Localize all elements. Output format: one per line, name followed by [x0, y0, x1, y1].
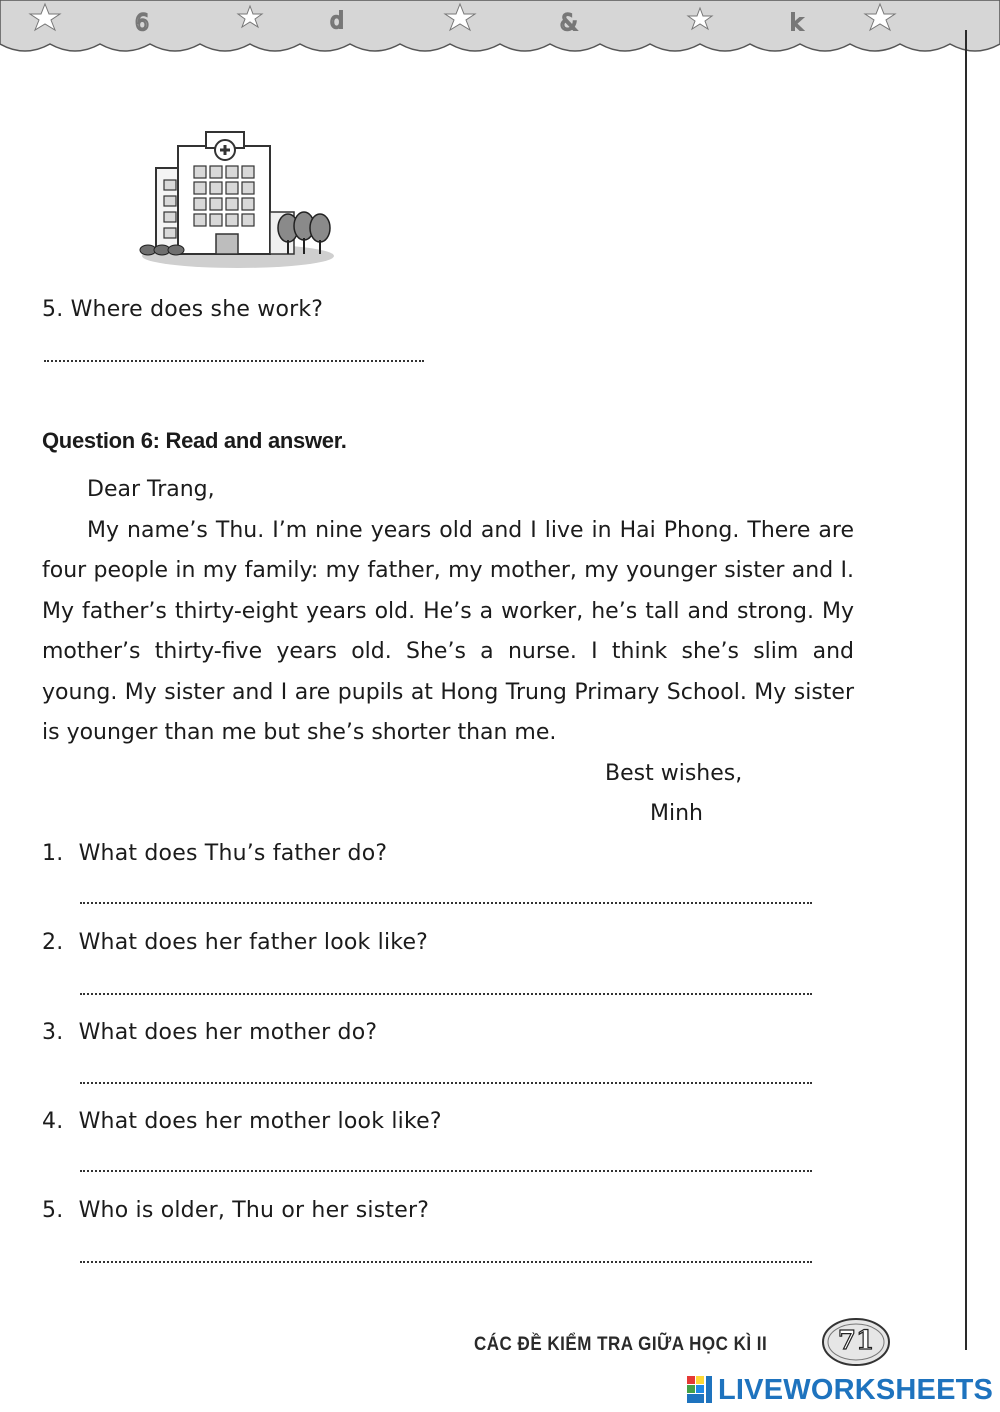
answer-line-2[interactable] [80, 993, 812, 995]
question-6-heading: Question 6: Read and answer. [42, 428, 347, 453]
page-edge-rule [965, 30, 967, 1350]
letter [42, 470, 854, 835]
question-number: 1. [42, 841, 64, 866]
letter-greeting: Dear Trang, [87, 477, 215, 502]
answer-line-prev-5[interactable] [44, 360, 424, 362]
svg-text:&: & [560, 11, 578, 36]
question-number: 2. [42, 930, 64, 955]
question-text: Who is older, Thu or her sister? [78, 1198, 430, 1223]
question-item-5 [42, 1197, 429, 1225]
letter-signoff: Best wishes, [605, 760, 743, 786]
decorative-header-banner [0, 0, 1000, 62]
question-item-4 [42, 1108, 442, 1136]
brand-name: LIVEWORKSHEETS [718, 1373, 994, 1406]
liveworksheets-logo-icon [686, 1375, 714, 1405]
answer-line-5[interactable] [80, 1261, 812, 1263]
hospital-illustration [138, 128, 338, 270]
page-number: 71 [837, 1326, 875, 1356]
letter-signature: Minh [650, 801, 703, 826]
svg-text:k: k [790, 11, 803, 36]
question-text: What does her father look like? [78, 930, 429, 955]
svg-text:6: 6 [135, 11, 149, 36]
question-number: 5. [42, 1198, 64, 1223]
question-number: 5. [42, 297, 64, 322]
question-item-1 [42, 840, 387, 868]
question-prev-5 [42, 296, 323, 324]
footer-title: CÁC ĐỀ KIỂM TRA GIỮA HỌC KÌ II [474, 1332, 768, 1355]
answer-line-3[interactable] [80, 1082, 812, 1084]
question-item-2 [42, 929, 428, 957]
letter-body: My name’s Thu. I’m nine years old and I live in Hai Phong. There are four people in my family: my father, my mother, my younger sister and I. My father’s thirty-eight years old. He’s a worker, he’s tall and strong. My mother’s thirty-five years old. She’s a nurse. I think she’s slim and young. My sister and I are pupils at Hong Trung Primary School. My sister is younger than me but she’s shorter than me. [42, 517, 854, 745]
question-number: 3. [42, 1020, 64, 1045]
question-text: What does her mother do? [78, 1020, 378, 1045]
question-text: What does her mother look like? [78, 1109, 442, 1134]
svg-text:d: d [330, 9, 344, 34]
question-text: What does Thu’s father do? [78, 841, 388, 866]
question-text: Where does she work? [70, 297, 324, 322]
question-number: 4. [42, 1109, 64, 1134]
liveworksheets-brand[interactable] [686, 1372, 993, 1408]
answer-line-4[interactable] [80, 1170, 812, 1172]
answer-line-1[interactable] [80, 902, 812, 904]
question-item-3 [42, 1019, 377, 1047]
